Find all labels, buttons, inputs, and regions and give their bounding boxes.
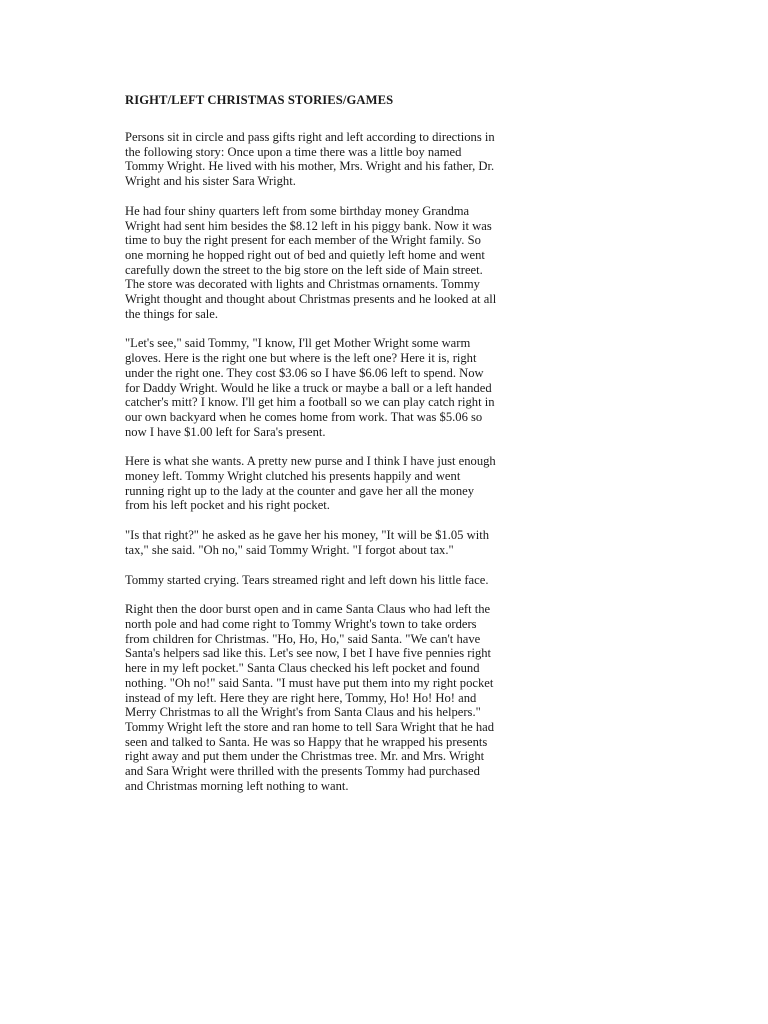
paragraph-line: gloves. Here is the right one but where is the left one? Here it is, right	[125, 351, 477, 366]
paragraph-line: now I have $1.00 left for Sara's present.	[125, 424, 326, 439]
paragraph-line: time to buy the right present for each member of the Wright family. So	[125, 233, 481, 248]
paragraph-line: here in my left pocket." Santa Claus checked his left pocket and found	[125, 661, 480, 676]
paragraph-line: "Let's see," said Tommy, "I know, I'll get Mother Wright some warm	[125, 336, 471, 351]
paragraph-line: and Christmas morning left nothing to want.	[125, 778, 349, 793]
paragraph-line: from his left pocket and his right pocket.	[125, 498, 330, 513]
paragraph-line: right away and put them under the Christmas tree. Mr. and Mrs. Wright	[125, 749, 485, 764]
paragraph-line: one morning he hopped right out of bed and quietly left home and went	[125, 247, 485, 262]
paragraph-line: Persons sit in circle and pass gifts right and left according to directions in	[125, 130, 495, 144]
paragraph-line: money left. Tommy Wright clutched his presents happily and went	[125, 469, 461, 484]
paragraph-line: our own backyard when he comes home from work. That was $5.06 so	[125, 409, 483, 424]
paragraph-line: catcher's mitt? I know. I'll get him a football so we can play catch right in	[125, 395, 495, 410]
document-body	[125, 130, 505, 793]
document-page	[125, 93, 505, 808]
paragraph-line: under the right one. They cost $3.06 so I have $6.06 left to spend. Now	[125, 365, 484, 380]
paragraph	[125, 130, 505, 189]
paragraph	[125, 602, 505, 793]
paragraph	[125, 528, 505, 557]
paragraph-line: The store was decorated with lights and Christmas ornaments. Tommy	[125, 277, 480, 292]
paragraph-line: carefully down the street to the big store on the left side of Main street.	[125, 262, 483, 277]
paragraph-line: the things for sale.	[125, 306, 219, 321]
paragraph	[125, 336, 505, 439]
paragraph-line: Tommy started crying. Tears streamed right and left down his little face.	[125, 572, 489, 587]
paragraph-line: He had four shiny quarters left from some birthday money Grandma	[125, 203, 470, 218]
paragraph	[125, 573, 505, 588]
paragraph-line: Here is what she wants. A pretty new purse and I think I have just enough	[125, 454, 496, 469]
paragraph-line: Tommy Wright left the store and ran home to tell Sara Wright that he had	[125, 719, 495, 734]
paragraph-line: for Daddy Wright. Would he like a truck or maybe a ball or a left handed	[125, 380, 492, 395]
paragraph-line: Santa's helpers sad like this. Let's see now, I bet I have five pennies right	[125, 646, 492, 661]
paragraph-line: instead of my left. Here they are right here, Tommy, Ho! Ho! Ho! and	[125, 690, 477, 705]
paragraph	[125, 454, 505, 513]
paragraph-line: Wright had sent him besides the $8.12 left in his piggy bank. Now it was	[125, 218, 492, 233]
paragraph	[125, 204, 505, 322]
paragraph-line: running right up to the lady at the counter and gave her all the money	[125, 483, 475, 498]
document-title: RIGHT/LEFT CHRISTMAS STORIES/GAMES	[125, 93, 394, 107]
paragraph-line: "Is that right?" he asked as he gave her his money, "It will be $1.05 with	[125, 528, 489, 543]
paragraph-line: the following story: Once upon a time there was a little boy named	[125, 144, 462, 159]
paragraph-line: from children for Christmas. "Ho, Ho, Ho," said Santa. "We can't have	[125, 631, 481, 646]
paragraph-line: tax," she said. "Oh no," said Tommy Wright. "I forgot about tax."	[125, 542, 454, 557]
paragraph-line: nothing. "Oh no!" said Santa. "I must have put them into my right pocket	[125, 675, 494, 690]
paragraph-line: Wright thought and thought about Christmas presents and he looked at all	[125, 292, 497, 307]
paragraph-line: and Sara Wright were thrilled with the presents Tommy had purchased	[125, 764, 480, 779]
paragraph-line: Wright and his sister Sara Wright.	[125, 174, 296, 189]
paragraph-line: Right then the door burst open and in came Santa Claus who had left the	[125, 602, 491, 617]
paragraph-line: Merry Christmas to all the Wright's from Santa Claus and his helpers."	[125, 705, 481, 720]
paragraph-line: seen and talked to Santa. He was so Happy that he wrapped his presents	[125, 734, 488, 749]
paragraph-line: north pole and had come right to Tommy Wright's town to take orders	[125, 616, 477, 631]
paragraph-line: Tommy Wright. He lived with his mother, Mrs. Wright and his father, Dr.	[125, 159, 495, 174]
